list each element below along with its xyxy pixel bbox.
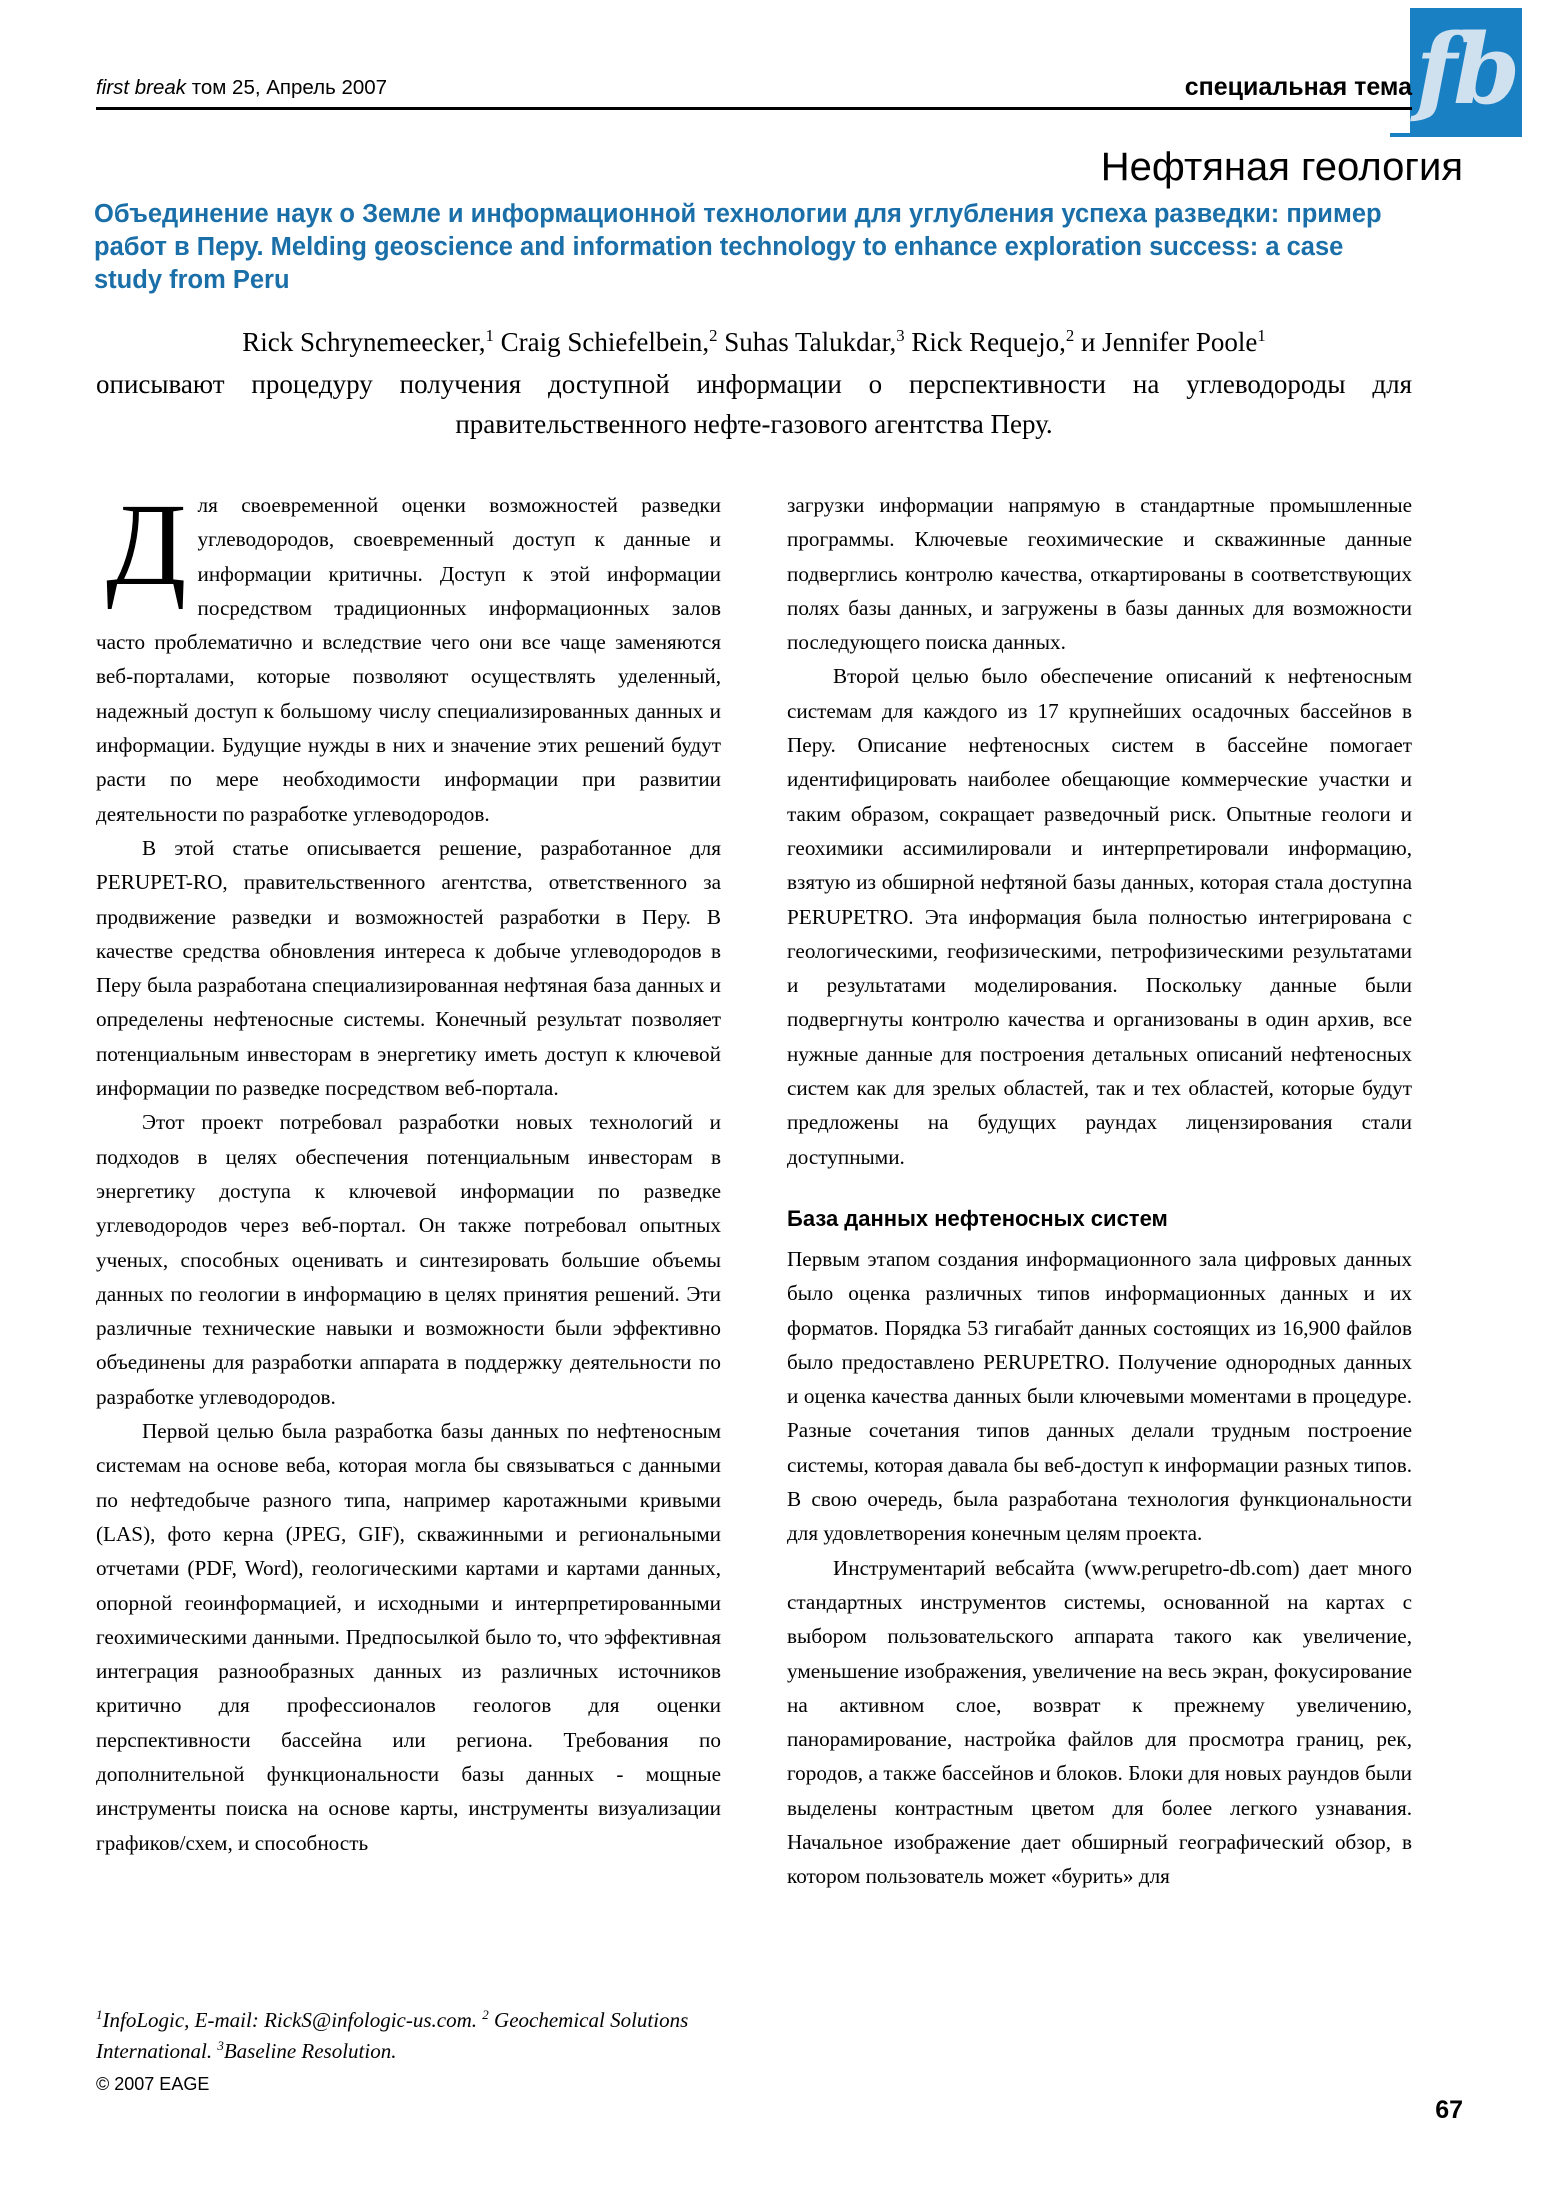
logo-underbar [1390,133,1522,137]
section-kicker: Нефтяная геология [1100,145,1463,189]
page-number: 67 [1435,2096,1463,2124]
affiliation-marker: 1 [485,326,494,345]
body-column-right [787,488,1412,1894]
drop-cap: Д [106,479,187,610]
paragraph: Этот проект потребовал разработки новых технологий и подходов в целях обеспечения потенциальным инвесторам в энергетику доступа к ключевой информации по разведке углеводородов через веб-портал. Он также потребовал опытных ученых, способных оценивать и синтезировать большие объемы данных по геологии в информацию в целях принятия решений. Эти различные технические навыки и возможности были эффективно объединены для разработки аппарата в поддержку деятельности по разработке углеводородов. [96,1110,721,1409]
paragraph-lead-text: ля своевременной оценки возможностей разведки углеводородов, своевременный доступ к данные и информации критичны. Доступ к этой информации посредством традиционных информационных залов часто проблематично и вследствие чего они все чаще заменяются веб-порталами, которые позволяют осуществлять уделенный, надежный доступ к большому числу специализированных данных и информации. Будущие нужды в них и значение этих решений будут расти по мере необходимости информации при развитии деятельности по разработке углеводородов. [96,493,721,826]
paragraph: загрузки информации напрямую в стандартные промышленные программы. Ключевые геохимические и скважинные данные подверглись контролю качества, откартированы в соответствующих полях базы данных, и загружены в базы данных для возможности последующего поиска данных. [787,493,1412,655]
paragraph: В этой статье описывается решение, разработанное для PERUPET-RO, правительственного агентства, ответственного за продвижение разведки и возможностей разработки в Перу. В качестве средства обновления интереса к добыче углеводородов в Перу была разработана специализированная нефтяная база данных и определены нефтеносные системы. Конечный результат позволяет потенциальным инвесторам в энергетику иметь доступ к ключевой информации по разведке посредством веб-портала. [96,835,721,1101]
affiliation-marker: 2 [482,2007,489,2022]
paragraph-lead [96,479,721,831]
affiliation-marker: 1 [1257,326,1266,345]
masthead-rule [96,107,1412,110]
body-column-left [96,479,721,1860]
fb-logo [1410,8,1522,136]
paragraph: Первой целью была разработка базы данных по нефтеносным системам на основе веба, которая могла бы связываться с данными по нефтедобыче разного типа, например каротажными кривыми (LAS), фото керна (JPEG, GIF), скважинными и региональными отчетами (PDF, Word), геологическими картами и картами данных, опорной геоинформацией, и исходными и интерпретированными геохимическими данными. Предпосылкой было то, что эффективная интеграция разнообразных данных из различных источников критично для профессионалов геологов для оценки перспективности бассейна или региона. Требования по дополнительной функциональности базы данных - мощные инструменты поиска на основе карты, инструменты визуализации графиков/схем, и способность [96,1419,721,1855]
byline [96,322,1412,444]
journal-issue: том 25, Апрель 2007 [186,76,388,99]
paragraph: Инструментарий вебсайта (www.perupetro-db.com) дает много стандартных инструментов системы, основанной на картах с выбором пользовательского аппарата такого как увеличение, уменьшение изображения, увеличение на весь экран, фокусирование на активном слое, возврат к прежнему увеличению, панорамирование, настройка файлов для просмотра границ, рек, городов, а также бассейнов и блоков. Блоки для новых раундов были выделены контрастным цветом для более легкого узнавания. Начальное изображение дает обширный географический обзор, в котором пользователь может «бурить» для [787,1555,1412,1889]
author-name: Rick Requejo, [904,327,1066,357]
article-title: Объединение наук о Земле и информационной технологии для углубления успеха разведки: пример работ в Перу. Melding geoscience and information technology to enhance exploration success: a case study from Peru [94,200,1382,294]
affiliation-text: Baseline Resolution. [223,2039,397,2063]
paragraph: Первым этапом создания информационного зала цифровых данных было оценка различных типов информационных данных и их форматов. Порядка 53 гигабайт данных состоящих из 16,900 файлов было предоставлено PERUPETRO. Получение однородных данных и оценка качества данных были ключевыми моментами в процедуре. Разные сочетания типов данных делали трудным построение системы, которая давала бы веб-доступ к информации разных типов. В свою очередь, была разработана технология функциональности для удовлетворения конечным целям проекта. [787,1246,1412,1546]
affiliation-marker: 3 [217,2038,224,2053]
copyright-notice: © 2007 EAGE [96,2074,210,2094]
masthead [96,73,1412,108]
masthead-journal-line [96,76,387,100]
fb-logo-text: fb [1415,13,1517,126]
author-name: Craig Schiefelbein, [493,327,710,357]
author-name: Rick Schrynemeecker, [242,327,486,357]
journal-name: first break [96,76,186,99]
affiliation-marker: 2 [1065,326,1075,345]
affiliation-marker: 2 [709,326,718,345]
masthead-rubric: специальная тема [1184,73,1412,101]
affiliation-marker: 3 [896,326,905,345]
section-subheading: База данных нефтеносных систем [787,1205,1168,1231]
affiliation-text: Geochemical Solutions International. [96,2008,689,2063]
author-list [96,322,1412,362]
author-name: Suhas Talukdar, [717,327,897,357]
author-affiliation-footnote [96,2005,696,2067]
byline-lede: описывают процедуру получения доступной информации о перспективности на углеводороды для правительственного нефте-газового агентства Перу. [96,369,1412,439]
paragraph: Второй целью было обеспечение описаний к нефтеносным системам для каждого из 17 крупнейших осадочных бассейнов в Перу. Описание нефтеносных систем в бассейне помогает идентифицировать наиболее обещающие коммерческие участки и таким образом, сокращает разведочный риск. Опытные геологи и геохимики ассимилировали и интерпретировали информацию, взятую из обширной нефтяной базы данных, которая стала доступна PERUPETRO. Эта информация была полностью интегрирована с геологическими, геофизическими, петрофизическими результатами и результатами моделирования. Поскольку данные были подвергнуты контролю качества и организованы в один архив, все нужные данные для построения детальных описаний нефтеносных систем как для зрелых областей, так и тех областей, которые будут предложены на будущих раундах лицензирования стали доступными. [787,664,1412,1169]
author-name: и Jennifer Poole [1074,327,1258,357]
affiliation-text: InfoLogic, E-mail: RickS@infologic-us.com. [102,2008,483,2032]
affiliation-marker: 1 [96,2007,103,2022]
